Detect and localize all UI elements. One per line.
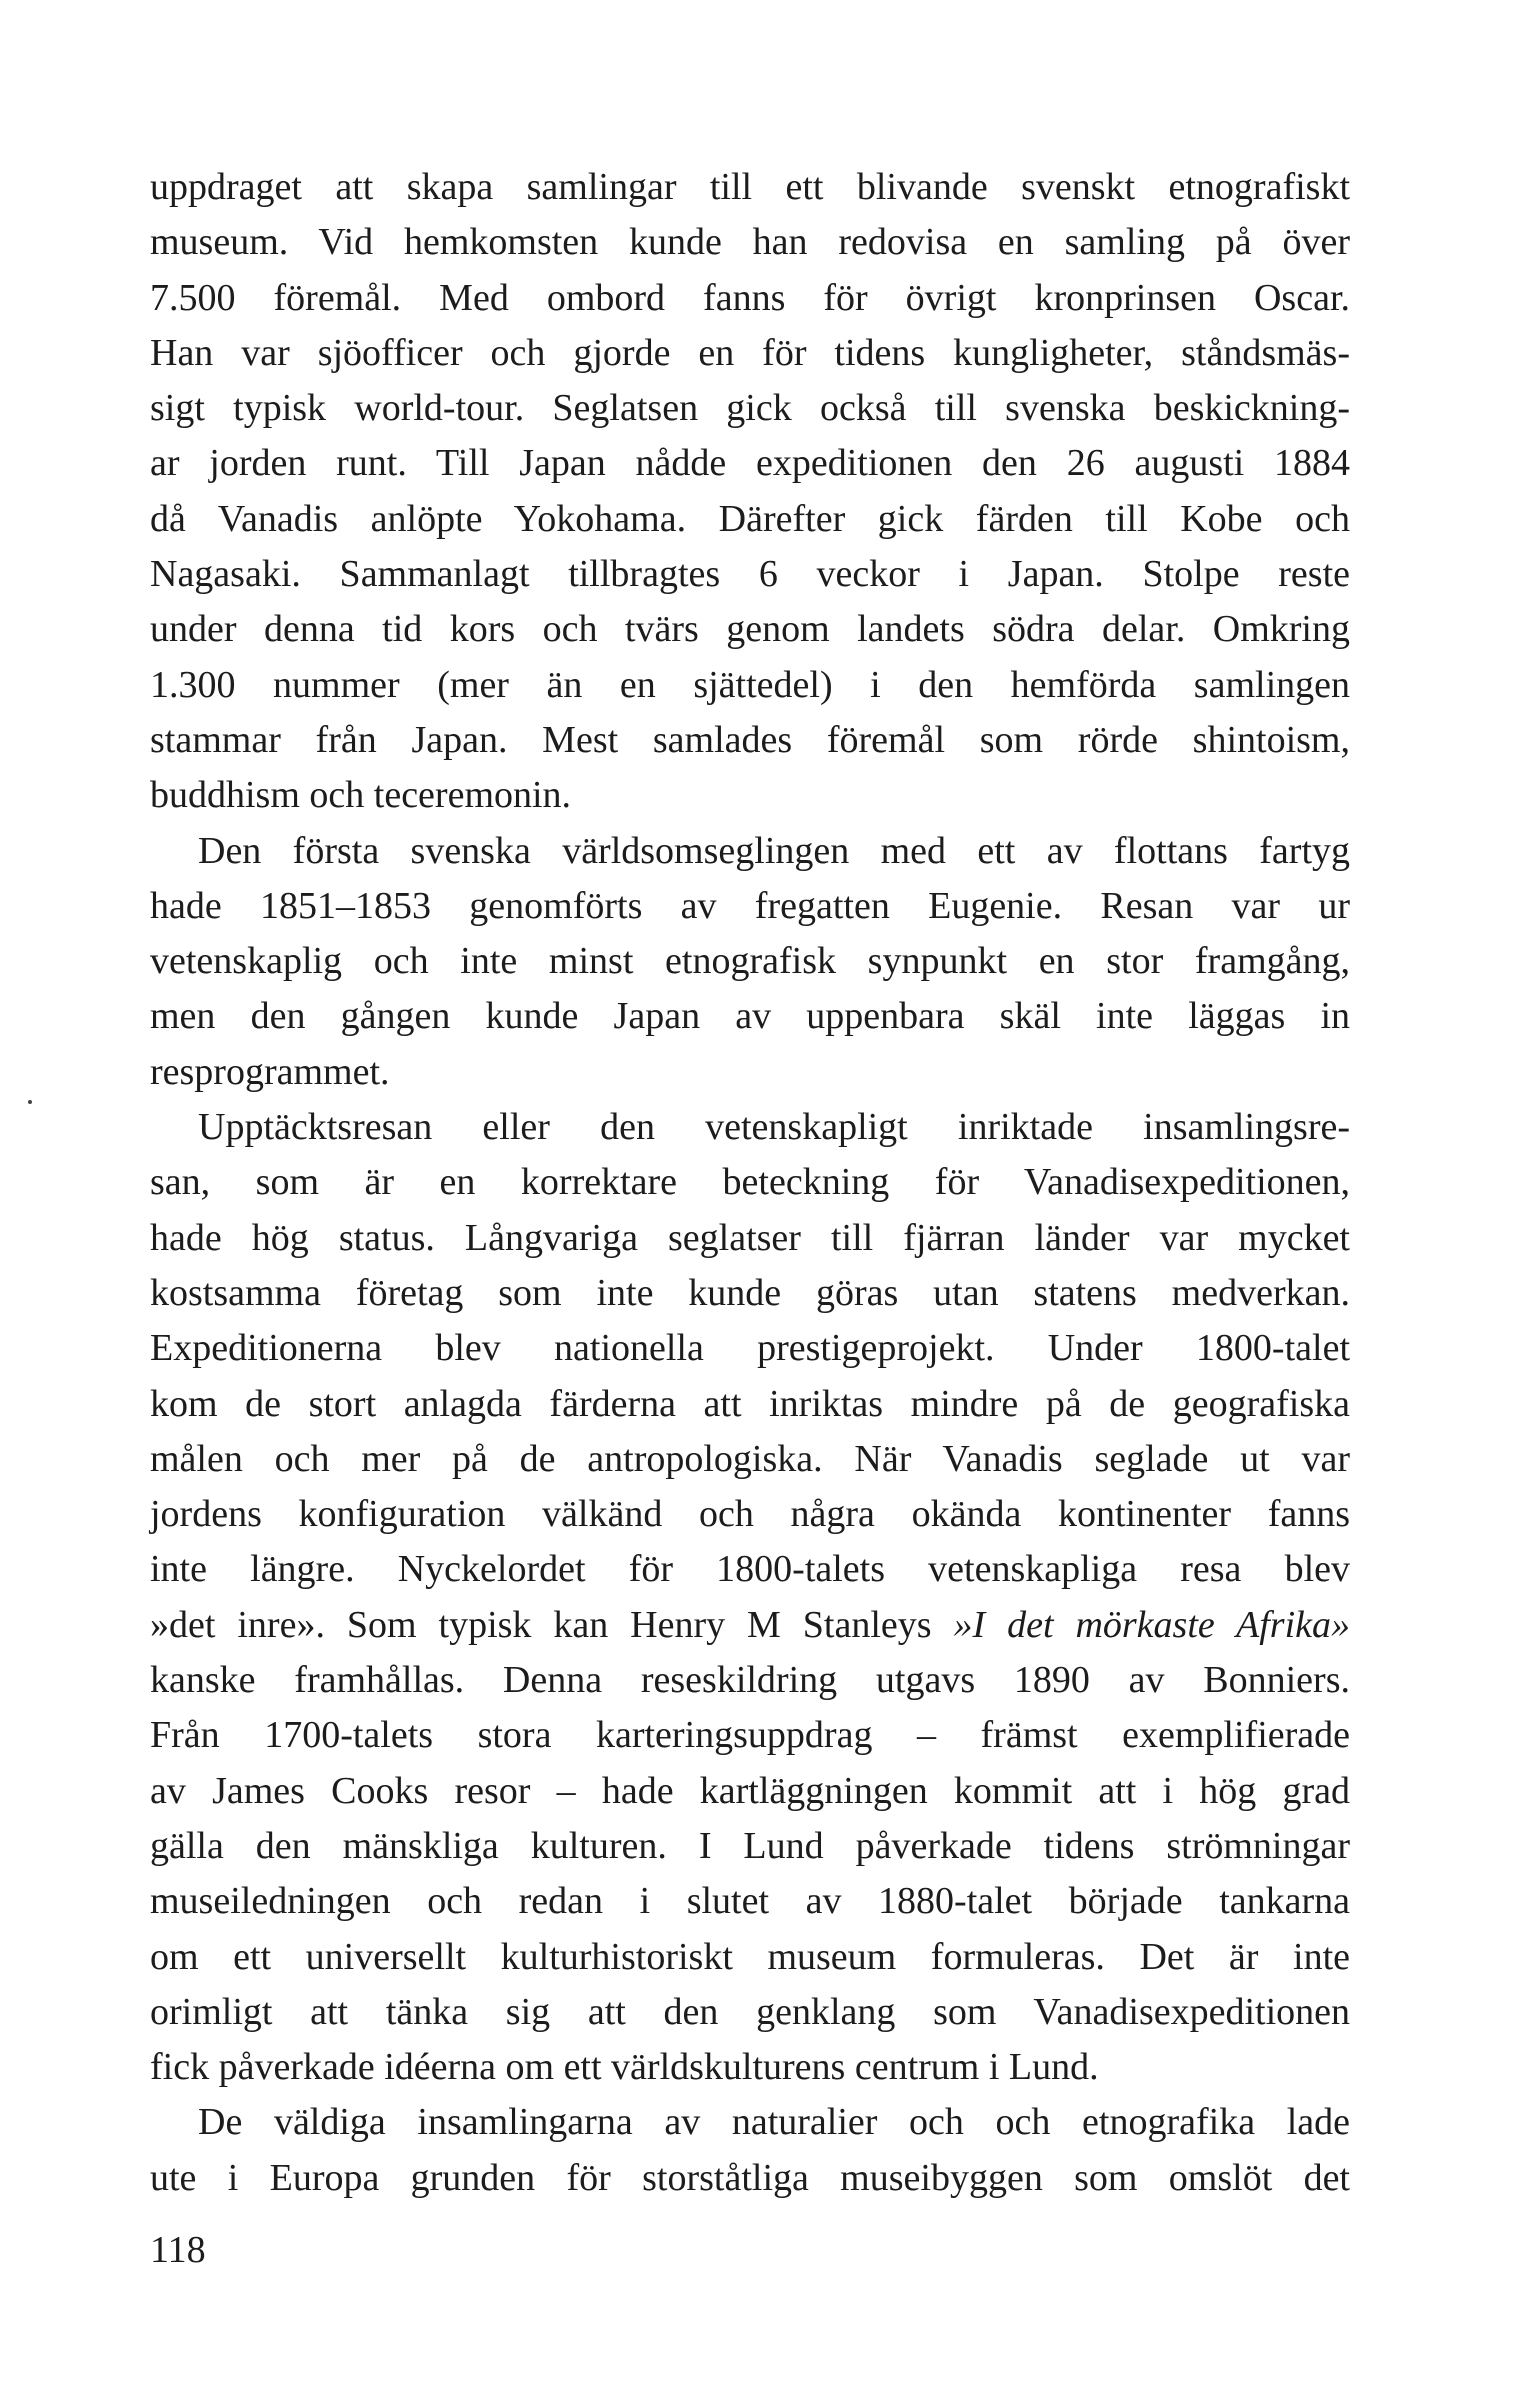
text-line <box>150 2040 1350 2095</box>
text-line <box>150 326 1350 381</box>
text-line <box>150 492 1350 547</box>
text-line-content: av James Cooks resor – hade kartläggningen kommit att i hög grad <box>150 1769 1350 1812</box>
text-line <box>150 658 1350 713</box>
text-line-content: resprogrammet. <box>150 1050 390 1093</box>
text-line <box>150 547 1350 602</box>
text-line <box>150 934 1350 989</box>
text-line-content: vetenskaplig och inte minst etnografisk synpunkt en stor framgång, <box>150 940 1350 983</box>
text-line-content: målen och mer på de antropologiska. När Vanadis seglade ut var <box>150 1437 1350 1480</box>
text-line <box>150 1708 1350 1763</box>
text-line-content: De väldiga insamlingarna av naturalier och och etnografika lade <box>198 2101 1350 2144</box>
text-line-content: om ett universellt kulturhistoriskt museum formuleras. Det är inte <box>150 1935 1350 1978</box>
text-line <box>150 1432 1350 1487</box>
text-line-content: 1.300 nummer (mer än en sjättedel) i den hemförda samlingen <box>150 663 1350 706</box>
scan-speck <box>28 1100 32 1104</box>
text-line <box>150 1819 1350 1874</box>
text-line-content: stammar från Japan. Mest samlades föremål som rörde shintoism, <box>150 718 1350 761</box>
text-line-content: men den gången kunde Japan av uppenbara skäl inte läggas in <box>150 995 1350 1038</box>
text-line <box>150 2151 1350 2206</box>
text-line <box>150 215 1350 270</box>
book-title: »I det mörkaste Afrika» <box>953 1603 1350 1646</box>
text-line <box>150 1764 1350 1819</box>
text-line-content: museum. Vid hemkomsten kunde han redovisa en samling på över <box>150 221 1350 264</box>
text-line <box>150 1598 1350 1653</box>
text-line <box>150 1321 1350 1376</box>
text-line <box>150 1985 1350 2040</box>
text-line <box>150 879 1350 934</box>
text-line-content: Expeditionerna blev nationella prestigeprojekt. Under 1800-talet <box>150 1327 1350 1370</box>
text-line-content: under denna tid kors och tvärs genom landets södra delar. Omkring <box>150 608 1350 651</box>
text-line-content: orimligt att tänka sig att den genklang som Vanadisexpeditionen <box>150 1990 1350 2033</box>
body-text <box>150 160 1350 2206</box>
text-line <box>150 602 1350 657</box>
text-line <box>150 768 1350 823</box>
text-line <box>150 1653 1350 1708</box>
text-line <box>150 1266 1350 1321</box>
text-line-content: Han var sjöofficer och gjorde en för tidens kungligheter, ståndsmäs- <box>150 331 1350 374</box>
text-line <box>150 824 1350 879</box>
text-line <box>150 1045 1350 1100</box>
text-line-content: Från 1700-talets stora karteringsuppdrag – främst exemplifierade <box>150 1714 1350 1757</box>
text-line-content: ute i Europa grunden för storståtliga museibyggen som omslöt det <box>150 2156 1350 2199</box>
page-number: 118 <box>150 2229 206 2271</box>
text-line <box>150 1100 1350 1155</box>
text-line-content: uppdraget att skapa samlingar till ett blivande svenskt etnografiskt <box>150 166 1350 208</box>
text-line-content: Nagasaki. Sammanlagt tillbragtes 6 veckor i Japan. Stolpe reste <box>150 553 1350 596</box>
text-line <box>150 436 1350 491</box>
text-line <box>150 1542 1350 1597</box>
text-line-content: hade hög status. Långvariga seglatser till fjärran länder var mycket <box>150 1216 1350 1259</box>
text-line-content: ar jorden runt. Till Japan nådde expeditionen den 26 augusti 1884 <box>150 442 1350 485</box>
text-line-content: jordens konfiguration välkänd och några okända kontinenter fanns <box>150 1493 1350 1536</box>
text-line-content: museiledningen och redan i slutet av 1880-talet började tankarna <box>150 1880 1350 1923</box>
text-line-content: Den första svenska världsomseglingen med ett av flottans fartyg <box>198 829 1350 872</box>
text-line-content: fick påverkade idéerna om ett världskulturens centrum i Lund. <box>150 2046 1099 2089</box>
text-line-content: sigt typisk world-tour. Seglatsen gick också till svenska beskickning- <box>150 387 1350 430</box>
text-line <box>150 1874 1350 1929</box>
text-line-content: san, som är en korrektare beteckning för Vanadisexpeditionen, <box>150 1161 1350 1204</box>
text-line <box>150 381 1350 436</box>
text-line <box>150 1155 1350 1210</box>
text-line-content: Upptäcktsresan eller den vetenskapligt inriktade insamlingsre- <box>198 1106 1350 1149</box>
text-line <box>150 1487 1350 1542</box>
text-line-content: 7.500 föremål. Med ombord fanns för övrigt kronprinsen Oscar. <box>150 276 1350 319</box>
text-line <box>150 713 1350 768</box>
text-line-content: kom de stort anlagda färderna att inriktas mindre på de geografiska <box>150 1382 1350 1425</box>
text-line <box>150 989 1350 1044</box>
text-line-content: buddhism och teceremonin. <box>150 774 572 817</box>
text-line <box>150 160 1350 215</box>
text-line-content: kanske framhållas. Denna reseskildring utgavs 1890 av Bonniers. <box>150 1659 1350 1702</box>
text-line <box>150 2095 1350 2150</box>
text-line-content: då Vanadis anlöpte Yokohama. Därefter gick färden till Kobe och <box>150 497 1350 540</box>
text-line <box>150 271 1350 326</box>
text-line-content: inte längre. Nyckelordet för 1800-talets vetenskapliga resa blev <box>150 1548 1350 1591</box>
text-line <box>150 1930 1350 1985</box>
text-line-content: kostsamma företag som inte kunde göras utan statens medverkan. <box>150 1271 1350 1314</box>
text-line <box>150 1377 1350 1432</box>
text-line <box>150 1211 1350 1266</box>
text-line-content: gälla den mänskliga kulturen. I Lund påverkade tidens strömningar <box>150 1824 1350 1867</box>
text-line-content: »det inre». Som typisk kan Henry M Stanleys <box>150 1603 954 1646</box>
text-line-content: hade 1851–1853 genomförts av fregatten Eugenie. Resan var ur <box>150 884 1350 927</box>
